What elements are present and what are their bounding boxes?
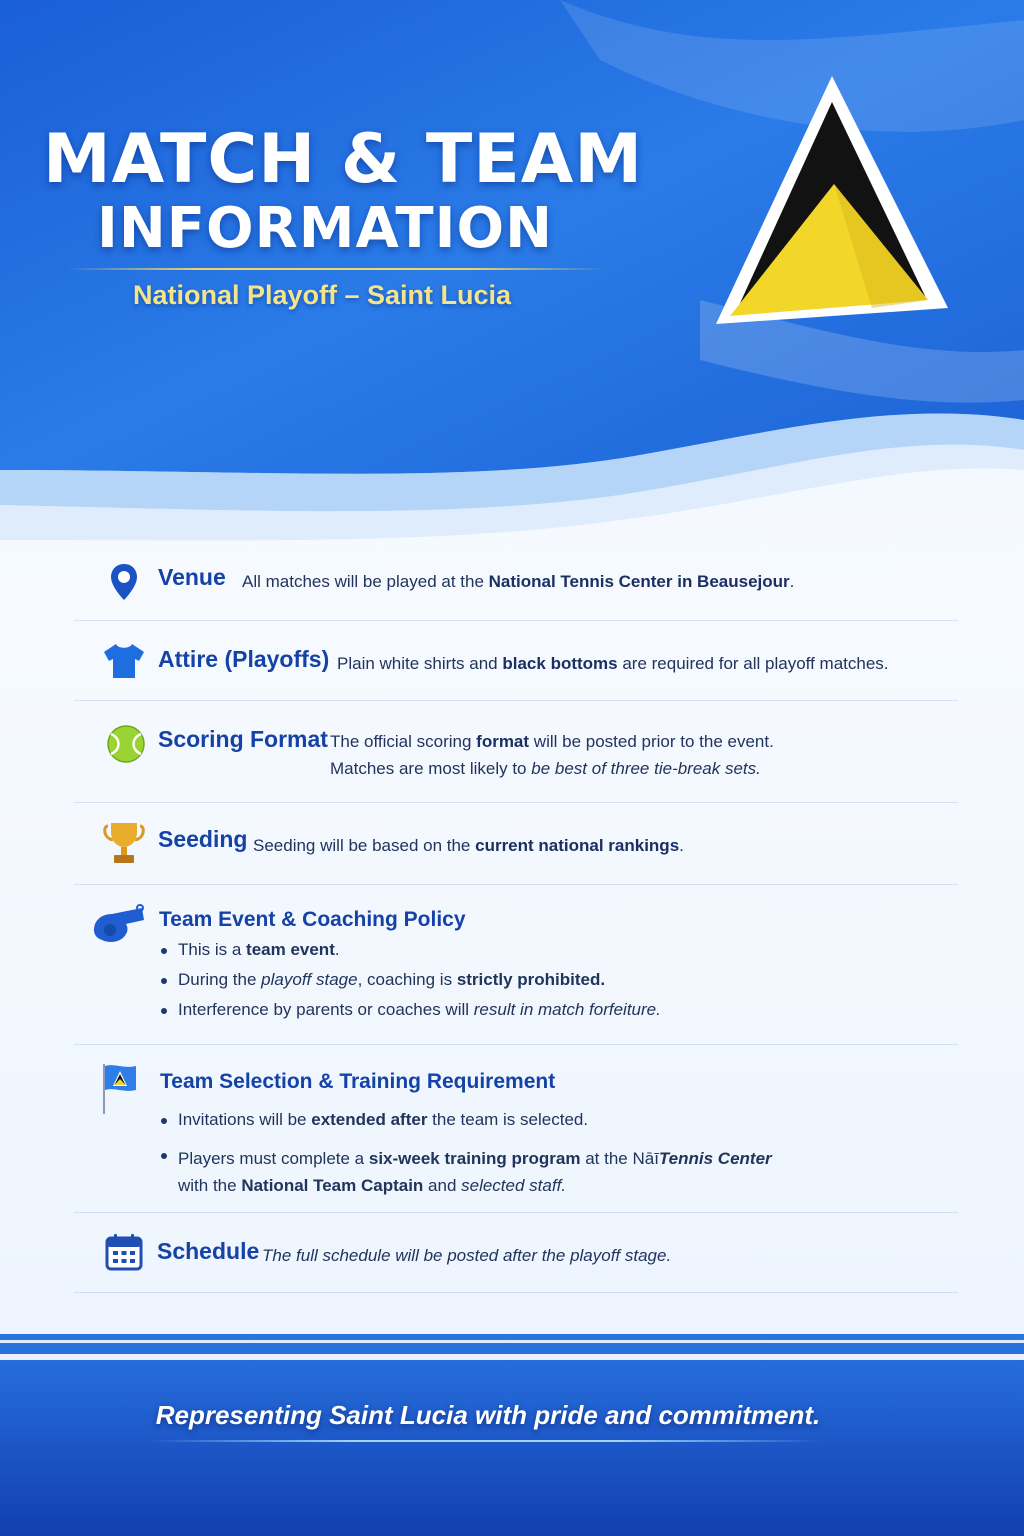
selection-heading: Team Selection & Training Requirement [160, 1070, 556, 1093]
selection-row [74, 1044, 958, 1213]
saint-lucia-flag-emblem [712, 72, 952, 328]
venue-text: All matches will be played at the National Tennis Center in Beausejour. [242, 572, 795, 591]
schedule-row [74, 1212, 958, 1293]
tennis-ball-icon [106, 724, 146, 764]
attire-row [74, 620, 958, 701]
trophy-icon [102, 820, 146, 866]
seeding-text: Seeding will be based on the current national rankings. [253, 836, 684, 855]
saint-lucia-flag-icon [100, 1062, 140, 1116]
coaching-bullet-list [160, 940, 661, 1020]
list-item: This is a team event. [160, 940, 661, 960]
title-divider [66, 268, 606, 270]
page-subtitle: National Playoff – Saint Lucia [132, 280, 512, 310]
list-item: Interference by parents or coaches will result in match forfeiture. [160, 1000, 661, 1020]
footer-banner [0, 1334, 1024, 1536]
whistle-icon [90, 904, 148, 946]
calendar-icon [104, 1232, 144, 1272]
coaching-row [74, 884, 958, 1045]
schedule-text: The full schedule will be posted after the playoff stage. [262, 1246, 672, 1265]
schedule-heading: Schedule [157, 1238, 260, 1264]
attire-heading: Attire (Playoffs) [158, 646, 330, 672]
attire-text: Plain white shirts and black bottoms are required for all playoff matches. [337, 654, 889, 673]
list-item: During the playoff stage, coaching is strictly prohibited. [160, 970, 661, 990]
seeding-heading: Seeding [158, 826, 248, 852]
venue-row [74, 546, 958, 621]
scoring-text-line1: The official scoring format will be posted prior to the event. [330, 732, 774, 751]
selection-bullet-list [160, 1110, 772, 1199]
scoring-heading: Scoring Format [158, 726, 328, 752]
page-title-line1: MATCH & TEAM [43, 120, 643, 199]
location-pin-icon [108, 562, 140, 602]
scoring-text-line2: Matches are most likely to be best of three tie-break sets. [330, 759, 761, 778]
list-item: Players must complete a six-week training program at the NāīTennis Center with the National Team Captain and selected staff. [160, 1145, 772, 1199]
shirt-icon [102, 642, 146, 680]
coaching-heading: Team Event & Coaching Policy [159, 908, 466, 931]
page-title-line2: INFORMATION [97, 196, 553, 261]
footer-tagline: Representing Saint Lucia with pride and commitment. [155, 1400, 821, 1430]
footer-divider [150, 1440, 820, 1442]
venue-heading: Venue [158, 564, 226, 590]
scoring-row [74, 700, 958, 803]
seeding-row [74, 802, 958, 885]
list-item: Invitations will be extended after the team is selected. [160, 1110, 772, 1130]
